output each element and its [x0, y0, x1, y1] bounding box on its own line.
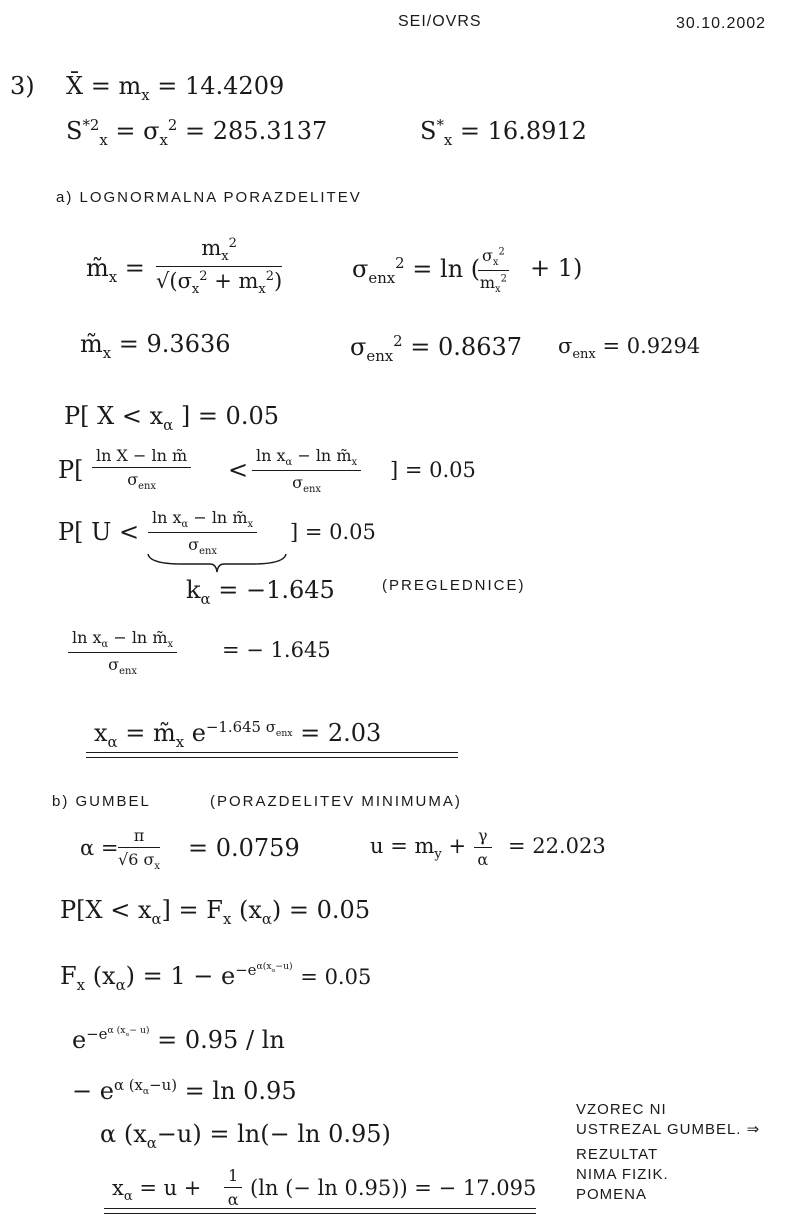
part-b-subtitle: (PORAZDELITEV MINIMUMA)	[210, 793, 462, 810]
p3-tail: ] = 0.05	[290, 520, 376, 544]
p3-head: P[ U <	[58, 518, 140, 546]
p2-fraction-2: $\ln x_\alpha - \ln$ $m̃_x$ $\sigma_{enx}$	[252, 446, 361, 495]
underbrace	[146, 552, 288, 574]
result-b-tail: (ln (− ln 0.95)) = − 17.095	[250, 1176, 537, 1200]
gumbel-line-2: $F_x$ $(x_\alpha) = 1 - e^{-e^{\alpha(x_\alpha-u)}} = 0.05$	[60, 960, 372, 994]
alpha-value: = 0.0759	[188, 834, 300, 862]
equation-rhs: = − 1.645	[222, 638, 331, 662]
result-a-underline-2	[86, 757, 458, 758]
result-b-fraction: $\frac{1}{\alpha}$	[224, 1166, 242, 1209]
part-b-title: b) GUMBEL	[52, 793, 151, 810]
course-code: SEI/OVRS	[398, 13, 482, 30]
k-alpha: $k_\alpha = -1.645$	[186, 576, 335, 608]
log-variance-value: $\sigma_{enx}^2 = 0.8637$	[350, 332, 522, 365]
alpha-lhs: α =	[80, 836, 119, 860]
result-a-underline-1	[86, 752, 458, 753]
tables-note: (PREGLEDNICE)	[382, 577, 526, 594]
note-line: REZULTAT	[576, 1145, 659, 1163]
u-value: = 22.023	[508, 834, 606, 858]
p2-head: P[	[58, 456, 84, 484]
std-equation: $S^*_x = 16.8912$	[420, 116, 587, 149]
log-std-value: $\sigma_{enx} = 0.9294$	[558, 334, 701, 363]
log-variance-formula: $\sigma_{enx}^2 = \ln$ (	[352, 254, 481, 287]
variance-equation: $S^{*2}_x = \sigma_x^2 = 285.3137$	[66, 116, 328, 149]
problem-number: 3)	[10, 72, 35, 100]
date: 30.10.2002	[676, 15, 767, 32]
note-line: NIMA FIZIK.	[576, 1165, 669, 1183]
note-line: VZOREC NI	[576, 1101, 667, 1118]
p2-tail: ] = 0.05	[390, 458, 476, 482]
p2-less-than: <	[228, 456, 249, 484]
result-a: $x_\alpha$ = $m̃_x$ $e^{-1.645 \sigma_{enx}} = 2.03$	[94, 718, 382, 751]
note-line: USTREZAL GUMBEL. ⇒	[576, 1121, 761, 1139]
gumbel-line-5: α $(x_\alpha-u) = \ln(- \ln 0.95)$	[100, 1120, 391, 1152]
margin-note	[576, 1100, 760, 1205]
result-b-underline-1	[104, 1208, 536, 1209]
p2-fraction-1: ln X − ln m̃ $\sigma_{enx}$	[92, 446, 191, 492]
result-b-underline-2	[104, 1213, 536, 1214]
gumbel-line-3: $e^{-e^{\alpha (x_\alpha- u)}} = 0.95 / \ln$	[72, 1024, 285, 1054]
equation-fraction: $\ln x_\alpha - \ln$ $m̃_x$ $\sigma_{enx}$	[68, 628, 177, 677]
median-lhs: $m̃_x$ =	[86, 254, 145, 286]
probability-statement-1: P[ $X < x_\alpha$ ] = 0.05	[64, 402, 279, 434]
p3-fraction: $\ln x_\alpha - \ln$ $m̃_x$ $\sigma_{enx}$	[148, 508, 257, 557]
alpha-fraction: $\frac{\pi}{√6 \sigma_x}$	[118, 826, 160, 873]
part-a-title: a) LOGNORMALNA PORAZDELITEV	[56, 189, 362, 206]
median-fraction: $\frac{m_x^2}{√(\sigma_x^2 + m_x^2)}$	[156, 236, 283, 298]
result-b-lhs: $x_\alpha = u$ +	[112, 1176, 202, 1205]
log-variance-fraction: $\frac{\sigma_x^2}{m_x^2}$	[479, 246, 507, 296]
median-value: $m̃_x = 9.3636$	[80, 330, 231, 362]
gumbel-line-4: − $e^{\alpha (x_\alpha-u)} = \ln 0.95$	[72, 1076, 297, 1105]
u-fraction: $\frac{\gamma}{\alpha}$	[474, 826, 492, 869]
u-lhs: $u = m_y$ +	[370, 834, 467, 863]
gumbel-line-1: $P[X < x_\alpha] = F_x$ $(x_\alpha) = 0.05$	[60, 896, 371, 928]
mean-equation: X̄ = $m_x = 14.4209$	[66, 72, 285, 104]
log-variance-tail: + 1)	[530, 254, 583, 282]
note-line: POMENA	[576, 1186, 648, 1203]
